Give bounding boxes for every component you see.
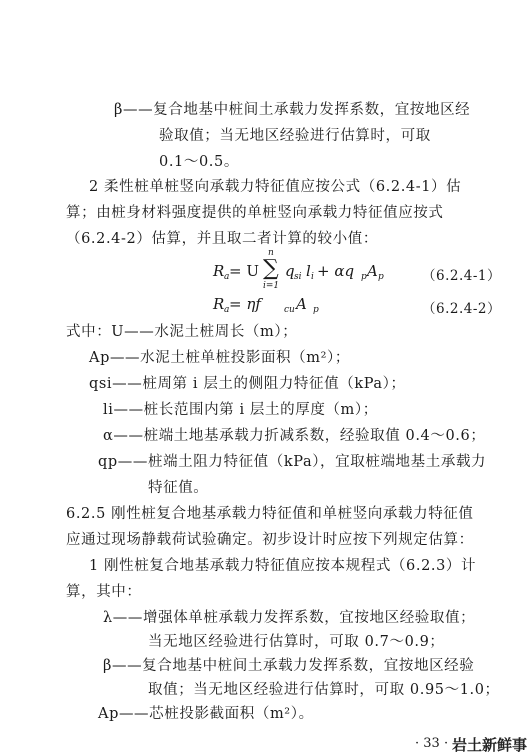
def-lambda-line-2: 当无地区经验进行估算时，可取 0.7～0.9； — [148, 634, 445, 650]
item-1-line-2: 算，其中： — [66, 584, 142, 600]
beta-def-line-3: 0.1～0.5。 — [159, 154, 239, 170]
def-Ap2: Ap——芯桩投影截面积（m²）。 — [98, 706, 314, 722]
def-alpha: α——桩端土地基承载力折减系数，经验取值 0.4～0.6； — [103, 428, 486, 444]
def-beta2-line-2: 取值；当无地区经验进行估算时，可取 0.95～1.0； — [148, 682, 500, 698]
watermark-text: 岩土新鲜事 — [452, 736, 528, 754]
section-6-2-5-line-2: 应通过现场静载荷试验确定。初步设计时应按下列规定估算： — [66, 532, 474, 548]
def-qp-line-1: qp——桩端土阻力特征值（kPa），宜取桩端地基土承载力 — [98, 454, 487, 470]
item-1-line-1: 1 刚性桩复合地基承载力特征值应按本规程式（6.2.3）计 — [89, 558, 477, 574]
beta-def-line-1: β——复合地基中桩间土承载力发挥系数，宜按地区经 — [114, 102, 471, 118]
item-2-line-3: （6.2.4-2）估算，并且取二者计算的较小值： — [66, 231, 378, 247]
def-U: 式中：U——水泥土桩周长（m）； — [66, 324, 298, 340]
def-qsi: qsi——桩周第 i 层土的侧阻力特征值（kPa）； — [89, 376, 406, 392]
def-li: li——桩长范围内第 i 层土的厚度（m）； — [103, 402, 378, 418]
def-qp-line-2: 特征值。 — [148, 480, 209, 496]
def-lambda-line-1: λ——增强体单桩承载力发挥系数，宜按地区经验取值； — [103, 610, 476, 626]
def-beta2-line-1: β——复合地基中桩间土承载力发挥系数，宜按地区经验 — [103, 658, 475, 674]
item-2-line-2: 算；由桩身材料强度提供的单桩竖向承载力特征值应按式 — [66, 205, 444, 221]
section-6-2-5-line-1: 6.2.5 刚性桩复合地基承载力特征值和单桩竖向承载力特征值 — [66, 506, 474, 522]
page-number: · 33 · — [415, 736, 449, 751]
def-Ap: Ap——水泥土桩单桩投影面积（m²）； — [89, 350, 350, 366]
item-2-line-1: 2 柔性桩单桩竖向承载力特征值应按公式（6.2.4-1）估 — [89, 179, 462, 195]
beta-def-line-2: 验取值；当无地区经验进行估算时，可取 — [159, 128, 431, 144]
